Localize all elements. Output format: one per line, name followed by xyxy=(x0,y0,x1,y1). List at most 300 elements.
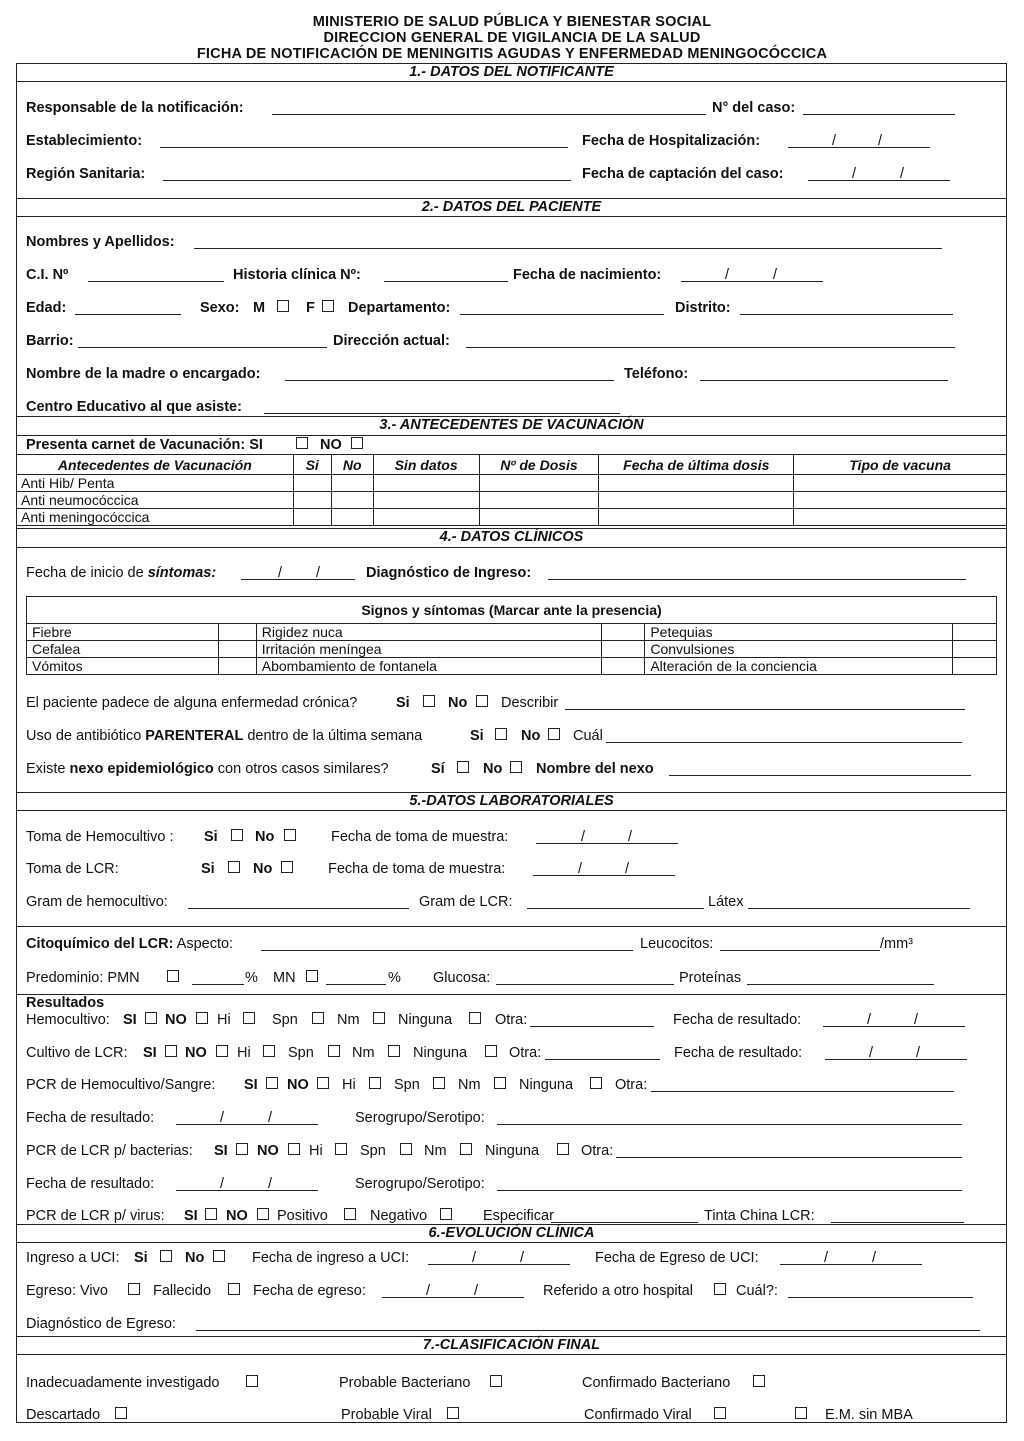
direccion-field[interactable] xyxy=(466,347,955,348)
cell[interactable] xyxy=(293,509,331,526)
divider xyxy=(16,216,1007,217)
tinta-label: Tinta China LCR: xyxy=(704,1208,815,1224)
otra-label: Otra: xyxy=(495,1012,528,1028)
nombre-nexo-label: Nombre del nexo xyxy=(536,761,654,777)
ci-label: C.I. Nº xyxy=(26,267,69,283)
barrio-field[interactable] xyxy=(78,347,327,348)
divider xyxy=(16,994,1007,995)
spn-label: Spn xyxy=(288,1045,314,1061)
barrio-label: Barrio: xyxy=(26,333,74,349)
hemo-ninguna-checkbox[interactable] xyxy=(469,1012,481,1024)
leucocitos-field[interactable] xyxy=(720,950,880,951)
date-sep: / xyxy=(914,1012,919,1028)
col-no: No xyxy=(331,455,373,475)
citoquimico-label: Citoquímico del LCR: Aspecto: xyxy=(26,936,234,952)
centro-label: Centro Educativo al que asiste: xyxy=(26,399,242,415)
divider xyxy=(16,547,1007,548)
si-label: Sí xyxy=(431,761,445,777)
prob-bact-checkbox[interactable] xyxy=(490,1375,502,1387)
percent-label: % xyxy=(388,970,401,986)
fecha-capt-label: Fecha de captación del caso: xyxy=(582,166,784,182)
hemo-fecha-field[interactable] xyxy=(823,1026,965,1027)
pcr-hemo-spn-checkbox[interactable] xyxy=(433,1077,445,1089)
table-row xyxy=(27,658,997,675)
date-sep: / xyxy=(278,565,283,581)
edad-field[interactable] xyxy=(75,314,181,315)
date-sep: / xyxy=(268,1110,273,1126)
pcr-hemo-ninguna-checkbox[interactable] xyxy=(590,1077,602,1089)
sign-mark[interactable] xyxy=(218,658,256,675)
antibiotico-label: Uso de antibiótico PARENTERAL dentro de la última semana xyxy=(26,728,423,744)
si-label: SI xyxy=(184,1208,198,1224)
especificar-label: Especificar xyxy=(483,1208,554,1224)
date-sep: / xyxy=(878,133,883,149)
sign-mark[interactable] xyxy=(218,641,256,658)
date-sep: / xyxy=(867,1012,872,1028)
cell[interactable] xyxy=(599,475,794,492)
sign-mark[interactable] xyxy=(602,624,645,641)
pcr-lcr-spn-checkbox[interactable] xyxy=(400,1143,412,1155)
vaccination-table xyxy=(16,454,1007,526)
vivo-checkbox[interactable] xyxy=(128,1283,140,1295)
otra-label: Otra: xyxy=(615,1077,648,1093)
telefono-label: Teléfono: xyxy=(624,366,689,382)
toma-lcr-label: Toma de LCR: xyxy=(26,861,119,877)
direccion-label: Dirección actual: xyxy=(333,333,450,349)
date-sep: / xyxy=(220,1110,225,1126)
serogrupo-label: Serogrupo/Serotipo: xyxy=(355,1176,485,1192)
fecha-muestra-label: Fecha de toma de muestra: xyxy=(331,829,509,845)
prob-viral-checkbox[interactable] xyxy=(447,1407,459,1419)
virus-no-checkbox[interactable] xyxy=(257,1208,269,1220)
hemo-no-checkbox[interactable] xyxy=(196,1012,208,1024)
cell[interactable] xyxy=(331,492,373,509)
directorate-title: DIRECCION GENERAL DE VIGILANCIA DE LA SALUD xyxy=(323,30,701,46)
toma-hemo-label: Toma de Hemocultivo : xyxy=(26,829,174,845)
pcr-hemo-si-checkbox[interactable] xyxy=(266,1077,278,1089)
toma-hemo-si-checkbox[interactable] xyxy=(231,829,243,841)
conf-bact-checkbox[interactable] xyxy=(753,1375,765,1387)
fecha-egreso-label: Fecha de egreso: xyxy=(253,1283,366,1299)
sign-label: Petequias xyxy=(645,624,953,641)
mn-checkbox[interactable] xyxy=(306,970,318,982)
negativo-label: Negativo xyxy=(370,1208,428,1224)
sexo-m-label: M xyxy=(253,300,266,316)
pcr-lcr-nm-checkbox[interactable] xyxy=(460,1143,472,1155)
date-sep: / xyxy=(581,829,586,845)
describir-label: Describir xyxy=(501,695,559,711)
divider xyxy=(16,926,1007,927)
date-sep: / xyxy=(773,267,778,283)
region-field[interactable] xyxy=(163,180,571,181)
hemo-spn-checkbox[interactable] xyxy=(312,1012,324,1024)
pcr-hemo-fecha-field[interactable] xyxy=(176,1124,318,1125)
pcr-hemo-no-checkbox[interactable] xyxy=(317,1077,329,1089)
fecha-ing-uci-field[interactable] xyxy=(428,1264,570,1265)
fallecido-label: Fallecido xyxy=(153,1283,212,1299)
date-sep: / xyxy=(916,1045,921,1061)
date-sep: / xyxy=(268,1176,273,1192)
responsable-field[interactable] xyxy=(272,114,706,115)
nm-label: Nm xyxy=(458,1077,481,1093)
sign-label: Cefalea xyxy=(27,641,219,658)
cual-label: Cuál xyxy=(573,728,603,744)
carnet-si-checkbox[interactable] xyxy=(296,437,308,449)
cultivo-lcr-label: Cultivo de LCR: xyxy=(26,1045,128,1061)
spn-label: Spn xyxy=(394,1077,420,1093)
sign-mark[interactable] xyxy=(602,641,645,658)
date-sep: / xyxy=(474,1283,479,1299)
sign-label: Abombamiento de fontanela xyxy=(256,658,602,675)
distrito-label: Distrito: xyxy=(675,300,731,316)
mn-label: MN xyxy=(273,970,296,986)
pcr-lcr-otra-field[interactable] xyxy=(616,1157,962,1158)
fecha-resultado-label: Fecha de resultado: xyxy=(26,1110,155,1126)
hi-label: Hi xyxy=(342,1077,356,1093)
n-caso-field[interactable] xyxy=(803,114,955,115)
date-sep: / xyxy=(578,861,583,877)
diag-egreso-field[interactable] xyxy=(196,1330,980,1331)
cual-field[interactable] xyxy=(606,742,962,743)
divider xyxy=(16,1242,1007,1243)
pcr-hemo-serogrupo-field[interactable] xyxy=(497,1124,962,1125)
cell[interactable] xyxy=(794,492,1007,509)
pcr-hemo-label: PCR de Hemocultivo/Sangre: xyxy=(26,1077,216,1093)
sign-label: Irritación meníngea xyxy=(256,641,602,658)
conf-viral-checkbox[interactable] xyxy=(714,1407,726,1419)
uci-si-checkbox[interactable] xyxy=(160,1250,172,1262)
si-label: Si xyxy=(134,1250,148,1266)
pcr-hemo-nm-checkbox[interactable] xyxy=(494,1077,506,1089)
si-label: Si xyxy=(201,861,215,877)
cell[interactable] xyxy=(293,492,331,509)
pcr-lcr-si-checkbox[interactable] xyxy=(236,1143,248,1155)
hemocultivo-label: Hemocultivo: xyxy=(26,1012,110,1028)
glucosa-field[interactable] xyxy=(496,984,674,985)
fecha-egr-uci-label: Fecha de Egreso de UCI: xyxy=(595,1250,759,1266)
diag-egreso-label: Diagnóstico de Egreso: xyxy=(26,1316,176,1332)
fecha-capt-field[interactable] xyxy=(808,180,950,181)
fecha-egr-uci-field[interactable] xyxy=(780,1264,922,1265)
antibiotico-no-checkbox[interactable] xyxy=(548,728,560,740)
cronica-si-checkbox[interactable] xyxy=(423,695,435,707)
nombres-field[interactable] xyxy=(194,248,942,249)
hemo-si-checkbox[interactable] xyxy=(145,1012,157,1024)
no-label: No xyxy=(185,1250,205,1266)
form-title: FICHA DE NOTIFICACIÓN DE MENINGITIS AGUDAS Y ENFERMEDAD MENINGOCÓCCICA xyxy=(196,46,828,62)
describir-field[interactable] xyxy=(565,709,965,710)
edad-label: Edad: xyxy=(26,300,67,316)
sign-label: Alteración de la conciencia xyxy=(645,658,953,675)
toma-lcr-no-checkbox[interactable] xyxy=(281,861,293,873)
si-label: SI xyxy=(143,1045,157,1061)
sexo-label: Sexo: xyxy=(200,300,240,316)
diag-ingreso-label: Diagnóstico de Ingreso: xyxy=(366,565,532,581)
table-row xyxy=(17,492,1007,509)
sign-mark[interactable] xyxy=(953,624,997,641)
ministry-title: MINISTERIO DE SALUD PÚBLICA Y BIENESTAR SOCIAL xyxy=(312,14,712,30)
distrito-field[interactable] xyxy=(740,314,953,315)
fallecido-checkbox[interactable] xyxy=(228,1283,240,1295)
cell[interactable] xyxy=(373,509,479,526)
establecimiento-field[interactable] xyxy=(160,147,568,148)
hi-label: Hi xyxy=(217,1012,231,1028)
cell[interactable] xyxy=(331,509,373,526)
virus-positivo-checkbox[interactable] xyxy=(344,1208,356,1220)
descartado-label: Descartado xyxy=(26,1407,101,1423)
ninguna-label: Ninguna xyxy=(485,1143,540,1159)
no-label: No xyxy=(255,829,275,845)
cultivo-si-checkbox[interactable] xyxy=(165,1045,177,1057)
sign-mark[interactable] xyxy=(218,624,256,641)
hemo-hi-checkbox[interactable] xyxy=(243,1012,255,1024)
col-tipo-vacuna: Tipo de vacuna xyxy=(794,455,1007,475)
em-label: E.M. sin MBA xyxy=(825,1407,913,1423)
col-antecedentes: Antecedentes de Vacunación xyxy=(17,455,294,475)
cell[interactable] xyxy=(373,475,479,492)
pmn-field[interactable] xyxy=(192,984,244,985)
hemo-otra-field[interactable] xyxy=(530,1026,654,1027)
establecimiento-label: Establecimiento: xyxy=(26,133,143,149)
signs-title: Signos y síntomas (Marcar ante la presencia) xyxy=(27,597,997,624)
historia-field[interactable] xyxy=(384,281,508,282)
vaccine-name: Anti Hib/ Penta xyxy=(17,475,294,492)
date-sep: / xyxy=(824,1250,829,1266)
cronica-label: El paciente padece de alguna enfermedad crónica? xyxy=(26,695,358,711)
nombres-label: Nombres y Apellidos: xyxy=(26,234,175,250)
especificar-field[interactable] xyxy=(551,1222,698,1223)
fecha-ing-uci-label: Fecha de ingreso a UCI: xyxy=(252,1250,410,1266)
cell[interactable] xyxy=(479,492,599,509)
latex-field[interactable] xyxy=(748,908,970,909)
gram-lcr-label: Gram de LCR: xyxy=(419,894,513,910)
cronica-no-checkbox[interactable] xyxy=(476,695,488,707)
em-checkbox[interactable] xyxy=(795,1407,807,1419)
fecha-muestra-label: Fecha de toma de muestra: xyxy=(328,861,506,877)
divider xyxy=(16,1354,1007,1355)
col-sin-datos: Sin datos xyxy=(373,455,479,475)
si-label: SI xyxy=(123,1012,137,1028)
cultivo-spn-checkbox[interactable] xyxy=(328,1045,340,1057)
egreso-label: Egreso: Vivo xyxy=(26,1283,108,1299)
cultivo-fecha-field[interactable] xyxy=(825,1059,967,1060)
toma-lcr-si-checkbox[interactable] xyxy=(228,861,240,873)
table-row xyxy=(27,624,997,641)
gram-hemo-field[interactable] xyxy=(188,908,409,909)
nexo-no-checkbox[interactable] xyxy=(510,761,522,773)
no-label: NO xyxy=(226,1208,248,1224)
mm3-label: /mm³ xyxy=(880,936,914,952)
table-row xyxy=(17,475,1007,492)
sign-label: Fiebre xyxy=(27,624,219,641)
virus-si-checkbox[interactable] xyxy=(205,1208,217,1220)
positivo-label: Positivo xyxy=(277,1208,328,1224)
nm-label: Nm xyxy=(337,1012,360,1028)
date-sep: / xyxy=(316,565,321,581)
descartado-checkbox[interactable] xyxy=(115,1407,127,1419)
gram-lcr-field[interactable] xyxy=(527,908,704,909)
nm-label: Nm xyxy=(424,1143,447,1159)
pcr-lcr-serogrupo-field[interactable] xyxy=(497,1190,962,1191)
diag-ingreso-field[interactable] xyxy=(548,579,966,580)
section-2-title: 2.- DATOS DEL PACIENTE xyxy=(421,199,602,215)
sign-label: Convulsiones xyxy=(645,641,953,658)
sign-mark[interactable] xyxy=(953,658,997,675)
no-label: No xyxy=(448,695,468,711)
si-label: SI xyxy=(244,1077,258,1093)
cell[interactable] xyxy=(599,509,794,526)
date-sep: / xyxy=(900,166,905,182)
region-label: Región Sanitaria: xyxy=(26,166,146,182)
gram-hemo-label: Gram de hemocultivo: xyxy=(26,894,168,910)
spn-label: Spn xyxy=(272,1012,298,1028)
section-3-title: 3.- ANTECEDENTES DE VACUNACIÓN xyxy=(379,417,644,433)
pcr-lcr-ninguna-checkbox[interactable] xyxy=(557,1143,569,1155)
spn-label: Spn xyxy=(360,1143,386,1159)
date-sep: / xyxy=(625,861,630,877)
col-fecha-dosis: Fecha de última dosis xyxy=(599,455,794,475)
sexo-f-checkbox[interactable] xyxy=(322,300,334,312)
telefono-field[interactable] xyxy=(700,380,948,381)
date-sep: / xyxy=(426,1283,431,1299)
sign-mark[interactable] xyxy=(953,641,997,658)
section-5-title: 5.-DATOS LABORATORIALES xyxy=(409,793,614,809)
fecha-hosp-label: Fecha de Hospitalización: xyxy=(582,133,761,149)
predominio-label: Predominio: PMN xyxy=(26,970,140,986)
referido-label: Referido a otro hospital xyxy=(543,1283,693,1299)
mn-field[interactable] xyxy=(326,984,386,985)
fecha-resultado-label: Fecha de resultado: xyxy=(674,1045,803,1061)
no-label: No xyxy=(483,761,503,777)
signs-table xyxy=(26,596,997,675)
referido-cual-field[interactable] xyxy=(788,1297,973,1298)
date-sep: / xyxy=(725,267,730,283)
hemo-nm-checkbox[interactable] xyxy=(373,1012,385,1024)
sexo-f-label: F xyxy=(306,300,315,316)
antibiotico-si-checkbox[interactable] xyxy=(495,728,507,740)
table-row xyxy=(27,641,997,658)
sign-label: Rigidez nuca xyxy=(256,624,602,641)
si-label: Si xyxy=(470,728,484,744)
cell[interactable] xyxy=(479,475,599,492)
ci-field[interactable] xyxy=(88,281,224,282)
nexo-label: Existe nexo epidemiológico con otros casos similares? xyxy=(26,761,389,777)
uci-no-checkbox[interactable] xyxy=(213,1250,225,1262)
vaccine-name: Anti neumocóccica xyxy=(17,492,294,509)
cultivo-no-checkbox[interactable] xyxy=(216,1045,228,1057)
toma-hemo-no-checkbox[interactable] xyxy=(284,829,296,841)
departamento-label: Departamento: xyxy=(348,300,451,316)
serogrupo-label: Serogrupo/Serotipo: xyxy=(355,1110,485,1126)
fecha-muestra-lcr-field[interactable] xyxy=(533,875,675,876)
cultivo-otra-field[interactable] xyxy=(545,1059,660,1060)
cultivo-nm-checkbox[interactable] xyxy=(388,1045,400,1057)
fecha-muestra-hemo-field[interactable] xyxy=(536,843,678,844)
carnet-no-label: NO xyxy=(320,437,342,453)
cell[interactable] xyxy=(599,492,794,509)
date-sep: / xyxy=(628,829,633,845)
madre-field[interactable] xyxy=(285,380,614,381)
pcr-lcr-no-checkbox[interactable] xyxy=(288,1143,300,1155)
table-row xyxy=(17,509,1007,526)
departamento-field[interactable] xyxy=(460,314,664,315)
fecha-egreso-field[interactable] xyxy=(382,1297,524,1298)
hi-label: Hi xyxy=(309,1143,323,1159)
fecha-inicio-label: Fecha de inicio de síntomas: xyxy=(26,565,217,581)
cell[interactable] xyxy=(331,475,373,492)
virus-negativo-checkbox[interactable] xyxy=(440,1208,452,1220)
divider xyxy=(16,81,1007,82)
hi-label: Hi xyxy=(237,1045,251,1061)
fecha-inicio-field[interactable] xyxy=(241,579,355,580)
no-label: NO xyxy=(287,1077,309,1093)
fecha-nac-field[interactable] xyxy=(681,281,823,282)
date-sep: / xyxy=(872,1250,877,1266)
pcr-hemo-otra-field[interactable] xyxy=(651,1091,954,1092)
ingreso-uci-label: Ingreso a UCI: xyxy=(26,1250,120,1266)
ninguna-label: Ninguna xyxy=(413,1045,468,1061)
sign-label: Vómitos xyxy=(27,658,219,675)
si-label: Si xyxy=(396,695,410,711)
tinta-field[interactable] xyxy=(831,1222,964,1223)
inadecuado-checkbox[interactable] xyxy=(246,1375,258,1387)
conf-viral-label: Confirmado Viral xyxy=(584,1407,692,1423)
nombre-nexo-field[interactable] xyxy=(669,775,971,776)
cell[interactable] xyxy=(794,509,1007,526)
date-sep: / xyxy=(472,1250,477,1266)
cual-label: Cuál?: xyxy=(736,1283,778,1299)
pcr-lcr-virus-label: PCR de LCR p/ virus: xyxy=(26,1208,165,1224)
latex-label: Látex xyxy=(708,894,744,910)
sign-mark[interactable] xyxy=(602,658,645,675)
fecha-resultado-label: Fecha de resultado: xyxy=(673,1012,802,1028)
referido-checkbox[interactable] xyxy=(714,1283,726,1295)
cell[interactable] xyxy=(293,475,331,492)
section-6-title: 6.-EVOLUCIÓN CLÍNICA xyxy=(428,1225,595,1241)
centro-field[interactable] xyxy=(264,413,620,414)
inadecuado-label: Inadecuadamente investigado xyxy=(26,1375,220,1391)
ninguna-label: Ninguna xyxy=(519,1077,574,1093)
cell[interactable] xyxy=(794,475,1007,492)
fecha-hosp-field[interactable] xyxy=(788,147,930,148)
cultivo-hi-checkbox[interactable] xyxy=(263,1045,275,1057)
otra-label: Otra: xyxy=(509,1045,542,1061)
section-1-title: 1.- DATOS DEL NOTIFICANTE xyxy=(409,64,614,80)
col-dosis: Nº de Dosis xyxy=(479,455,599,475)
pmn-checkbox[interactable] xyxy=(167,970,179,982)
historia-label: Historia clínica Nº: xyxy=(233,267,361,283)
carnet-no-checkbox[interactable] xyxy=(351,437,363,449)
ninguna-label: Ninguna xyxy=(398,1012,453,1028)
nexo-si-checkbox[interactable] xyxy=(457,761,469,773)
no-label: No xyxy=(253,861,273,877)
proteinas-field[interactable] xyxy=(747,984,934,985)
conf-bact-label: Confirmado Bacteriano xyxy=(582,1375,731,1391)
cell[interactable] xyxy=(373,492,479,509)
pcr-lcr-fecha-field[interactable] xyxy=(176,1190,318,1191)
pcr-hemo-hi-checkbox[interactable] xyxy=(369,1077,381,1089)
table-header-row xyxy=(17,455,1007,475)
cultivo-ninguna-checkbox[interactable] xyxy=(485,1045,497,1057)
aspecto-field[interactable] xyxy=(261,950,633,951)
no-label: NO xyxy=(185,1045,207,1061)
col-si: Si xyxy=(293,455,331,475)
prob-bact-label: Probable Bacteriano xyxy=(339,1375,471,1391)
sexo-m-checkbox[interactable] xyxy=(277,300,289,312)
pcr-lcr-hi-checkbox[interactable] xyxy=(335,1143,347,1155)
cell[interactable] xyxy=(479,509,599,526)
section-7-title: 7.-CLASIFICACIÓN FINAL xyxy=(422,1337,601,1353)
